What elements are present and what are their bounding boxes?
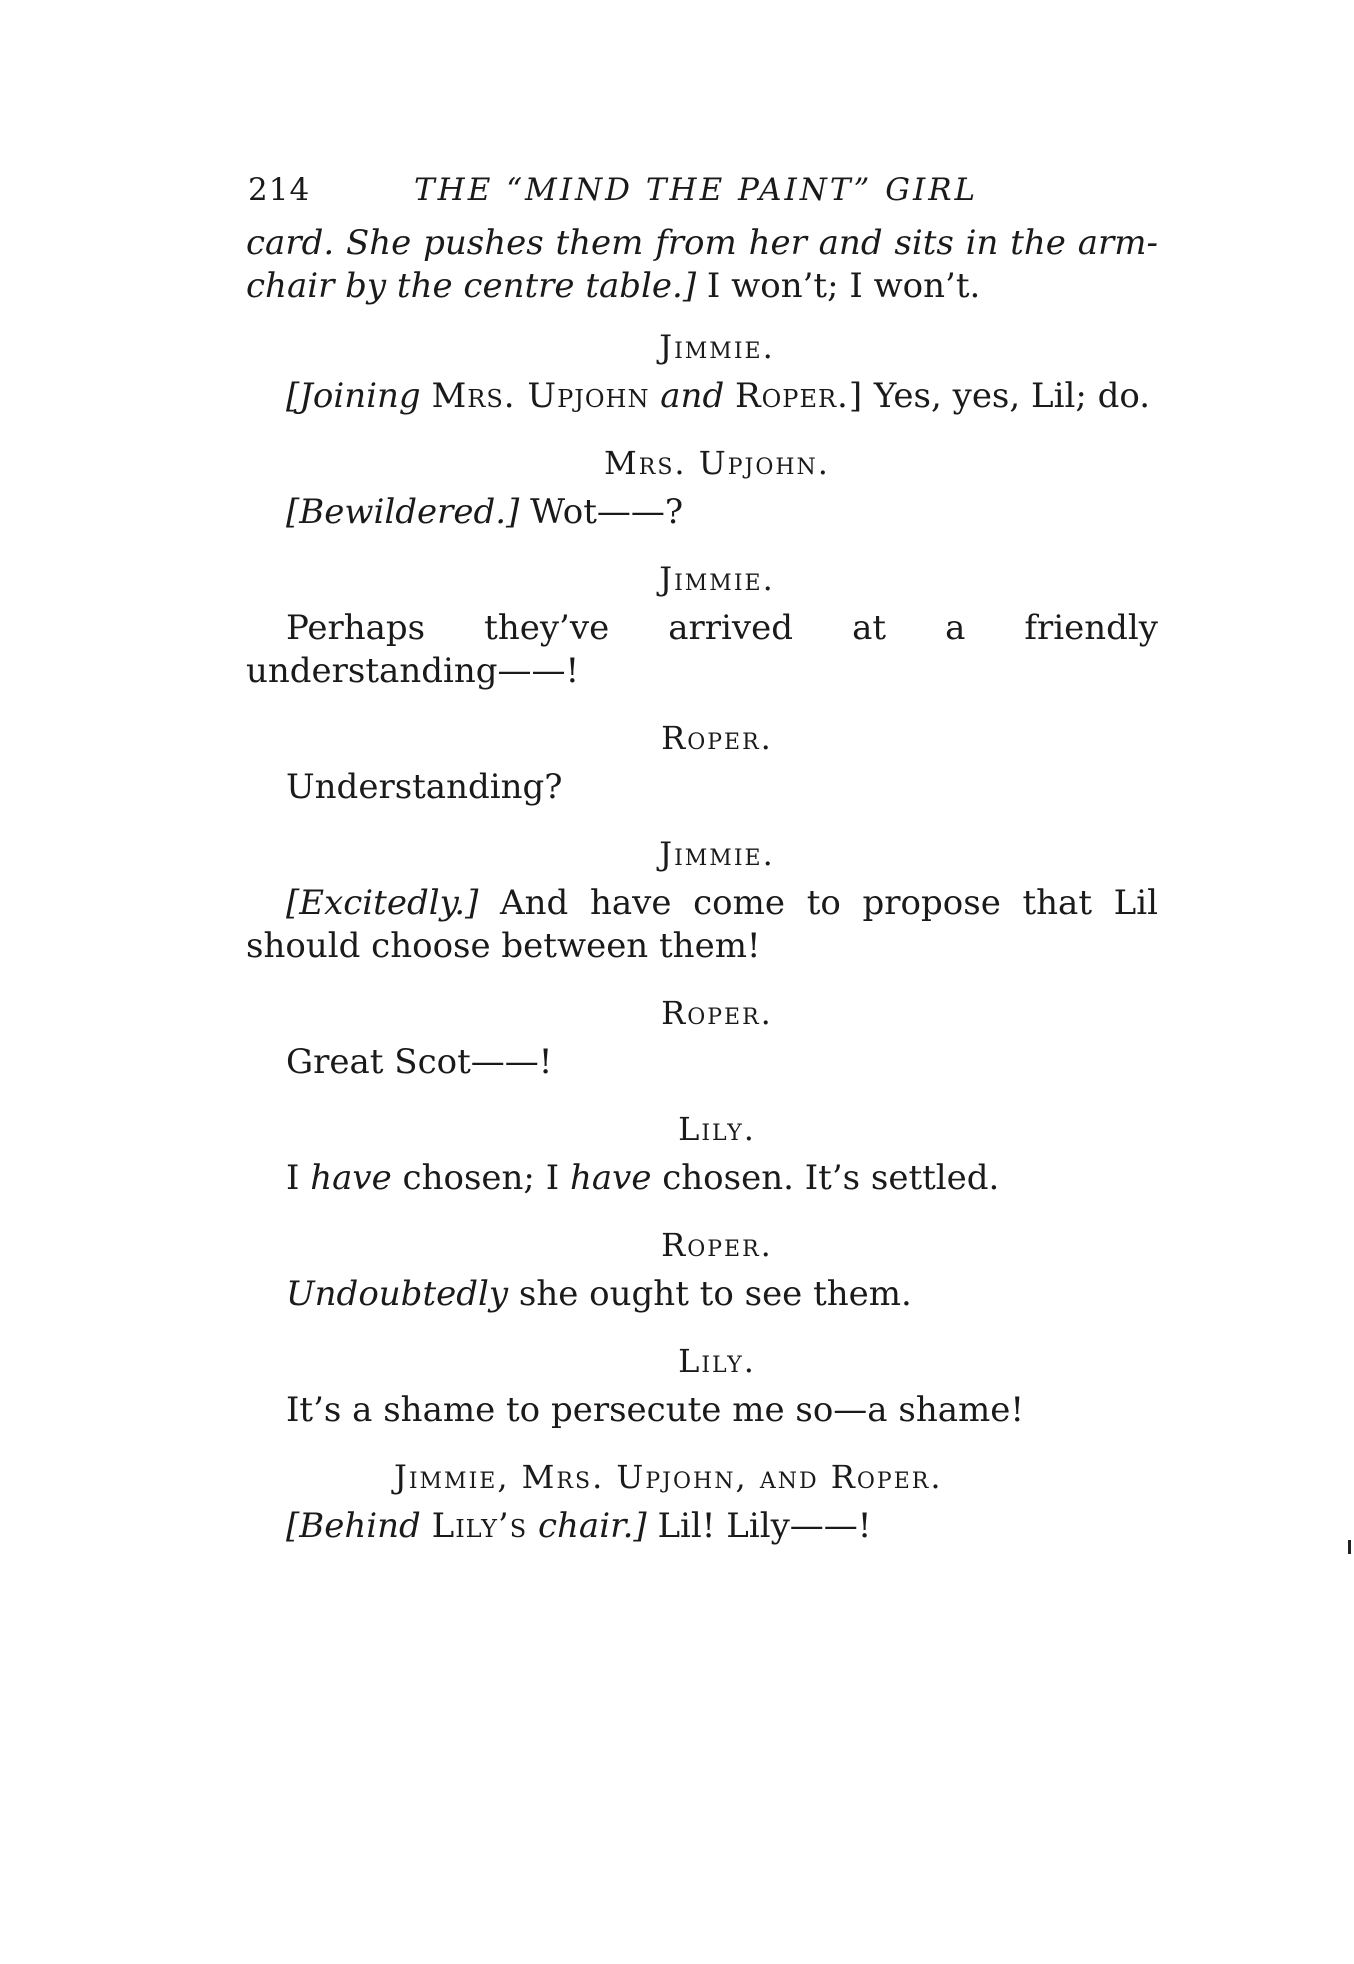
dialogue-text: Yes, yes, Lil; do.: [863, 376, 1151, 416]
dialogue-line: [246, 1041, 1158, 1084]
dialogue-text: Wot——?: [519, 492, 684, 532]
stage-direction: [Joining: [286, 376, 432, 416]
dialogue-text: I: [286, 1158, 311, 1198]
dialogue-line: [246, 1157, 1158, 1200]
stage-direction: chair.]: [527, 1506, 647, 1546]
speaker-name: Lily.: [678, 1110, 756, 1148]
dialogue-text: Perhaps they’ve arrived at a friendly understanding——!: [246, 608, 1158, 691]
dialogue-line: [246, 1505, 1158, 1548]
dialogue-line: [246, 766, 1158, 809]
speaker-name: Lily.: [678, 1342, 756, 1380]
speaker-name: Roper.: [661, 994, 773, 1032]
play-text: [246, 222, 1158, 1548]
speaker-name: Roper.: [661, 1226, 773, 1264]
dialogue-text: And have come to propose that Lil should choose between them!: [246, 883, 1158, 966]
dialogue-text: Great Scot——!: [286, 1042, 553, 1082]
dialogue-line: [246, 882, 1158, 968]
dialogue-text: chosen. It’s settled.: [651, 1158, 1000, 1198]
scan-mark: [1348, 1540, 1351, 1554]
dialogue-line: [246, 1389, 1158, 1432]
speaker-name: Jimmie.: [659, 328, 775, 366]
dialogue-text: Lil! Lily——!: [646, 1506, 872, 1546]
character-name: Lily’s: [431, 1506, 528, 1546]
running-title: THE “MIND THE PAINT” GIRL: [414, 172, 979, 208]
emphasis: Undoubtedly: [286, 1274, 509, 1314]
dialogue-line: [246, 607, 1158, 693]
opening-paragraph: [246, 222, 1158, 308]
dialogue-text: she ought to see them.: [508, 1274, 912, 1314]
stage-direction: [Bewildered.]: [286, 492, 520, 532]
speaker-name: Jimmie, Mrs. Upjohn, and Roper.: [394, 1458, 943, 1496]
stage-direction: and: [649, 376, 736, 416]
dialogue-text: chosen; I: [391, 1158, 570, 1198]
character-name: Mrs. Upjohn: [431, 376, 650, 416]
stage-direction: [Behind: [286, 1506, 432, 1546]
dialogue-line: [246, 1273, 1158, 1316]
dialogue-text: Understanding?: [286, 767, 563, 807]
page-header: [248, 172, 1008, 212]
emphasis: have: [310, 1158, 392, 1198]
speaker-name: Jimmie.: [659, 560, 775, 598]
dialogue-line: [246, 375, 1158, 418]
stage-direction: card. She pushes them from her and sits in the arm-chair by the centre table.]: [246, 223, 1158, 306]
speaker-name: Roper.: [661, 719, 773, 757]
speaker-name: Jimmie.: [659, 835, 775, 873]
dialogue-line: [246, 491, 1158, 534]
dialogue-text: It’s a shame to persecute me so—a shame!: [286, 1390, 1025, 1430]
stage-direction: [Excitedly.]: [286, 883, 479, 923]
speaker-name: Mrs. Upjohn.: [604, 444, 830, 482]
emphasis: have: [569, 1158, 652, 1198]
page-number: 214: [248, 172, 311, 208]
dialogue-text: I won’t; I won’t.: [696, 266, 981, 306]
character-name: Roper.]: [735, 376, 864, 416]
